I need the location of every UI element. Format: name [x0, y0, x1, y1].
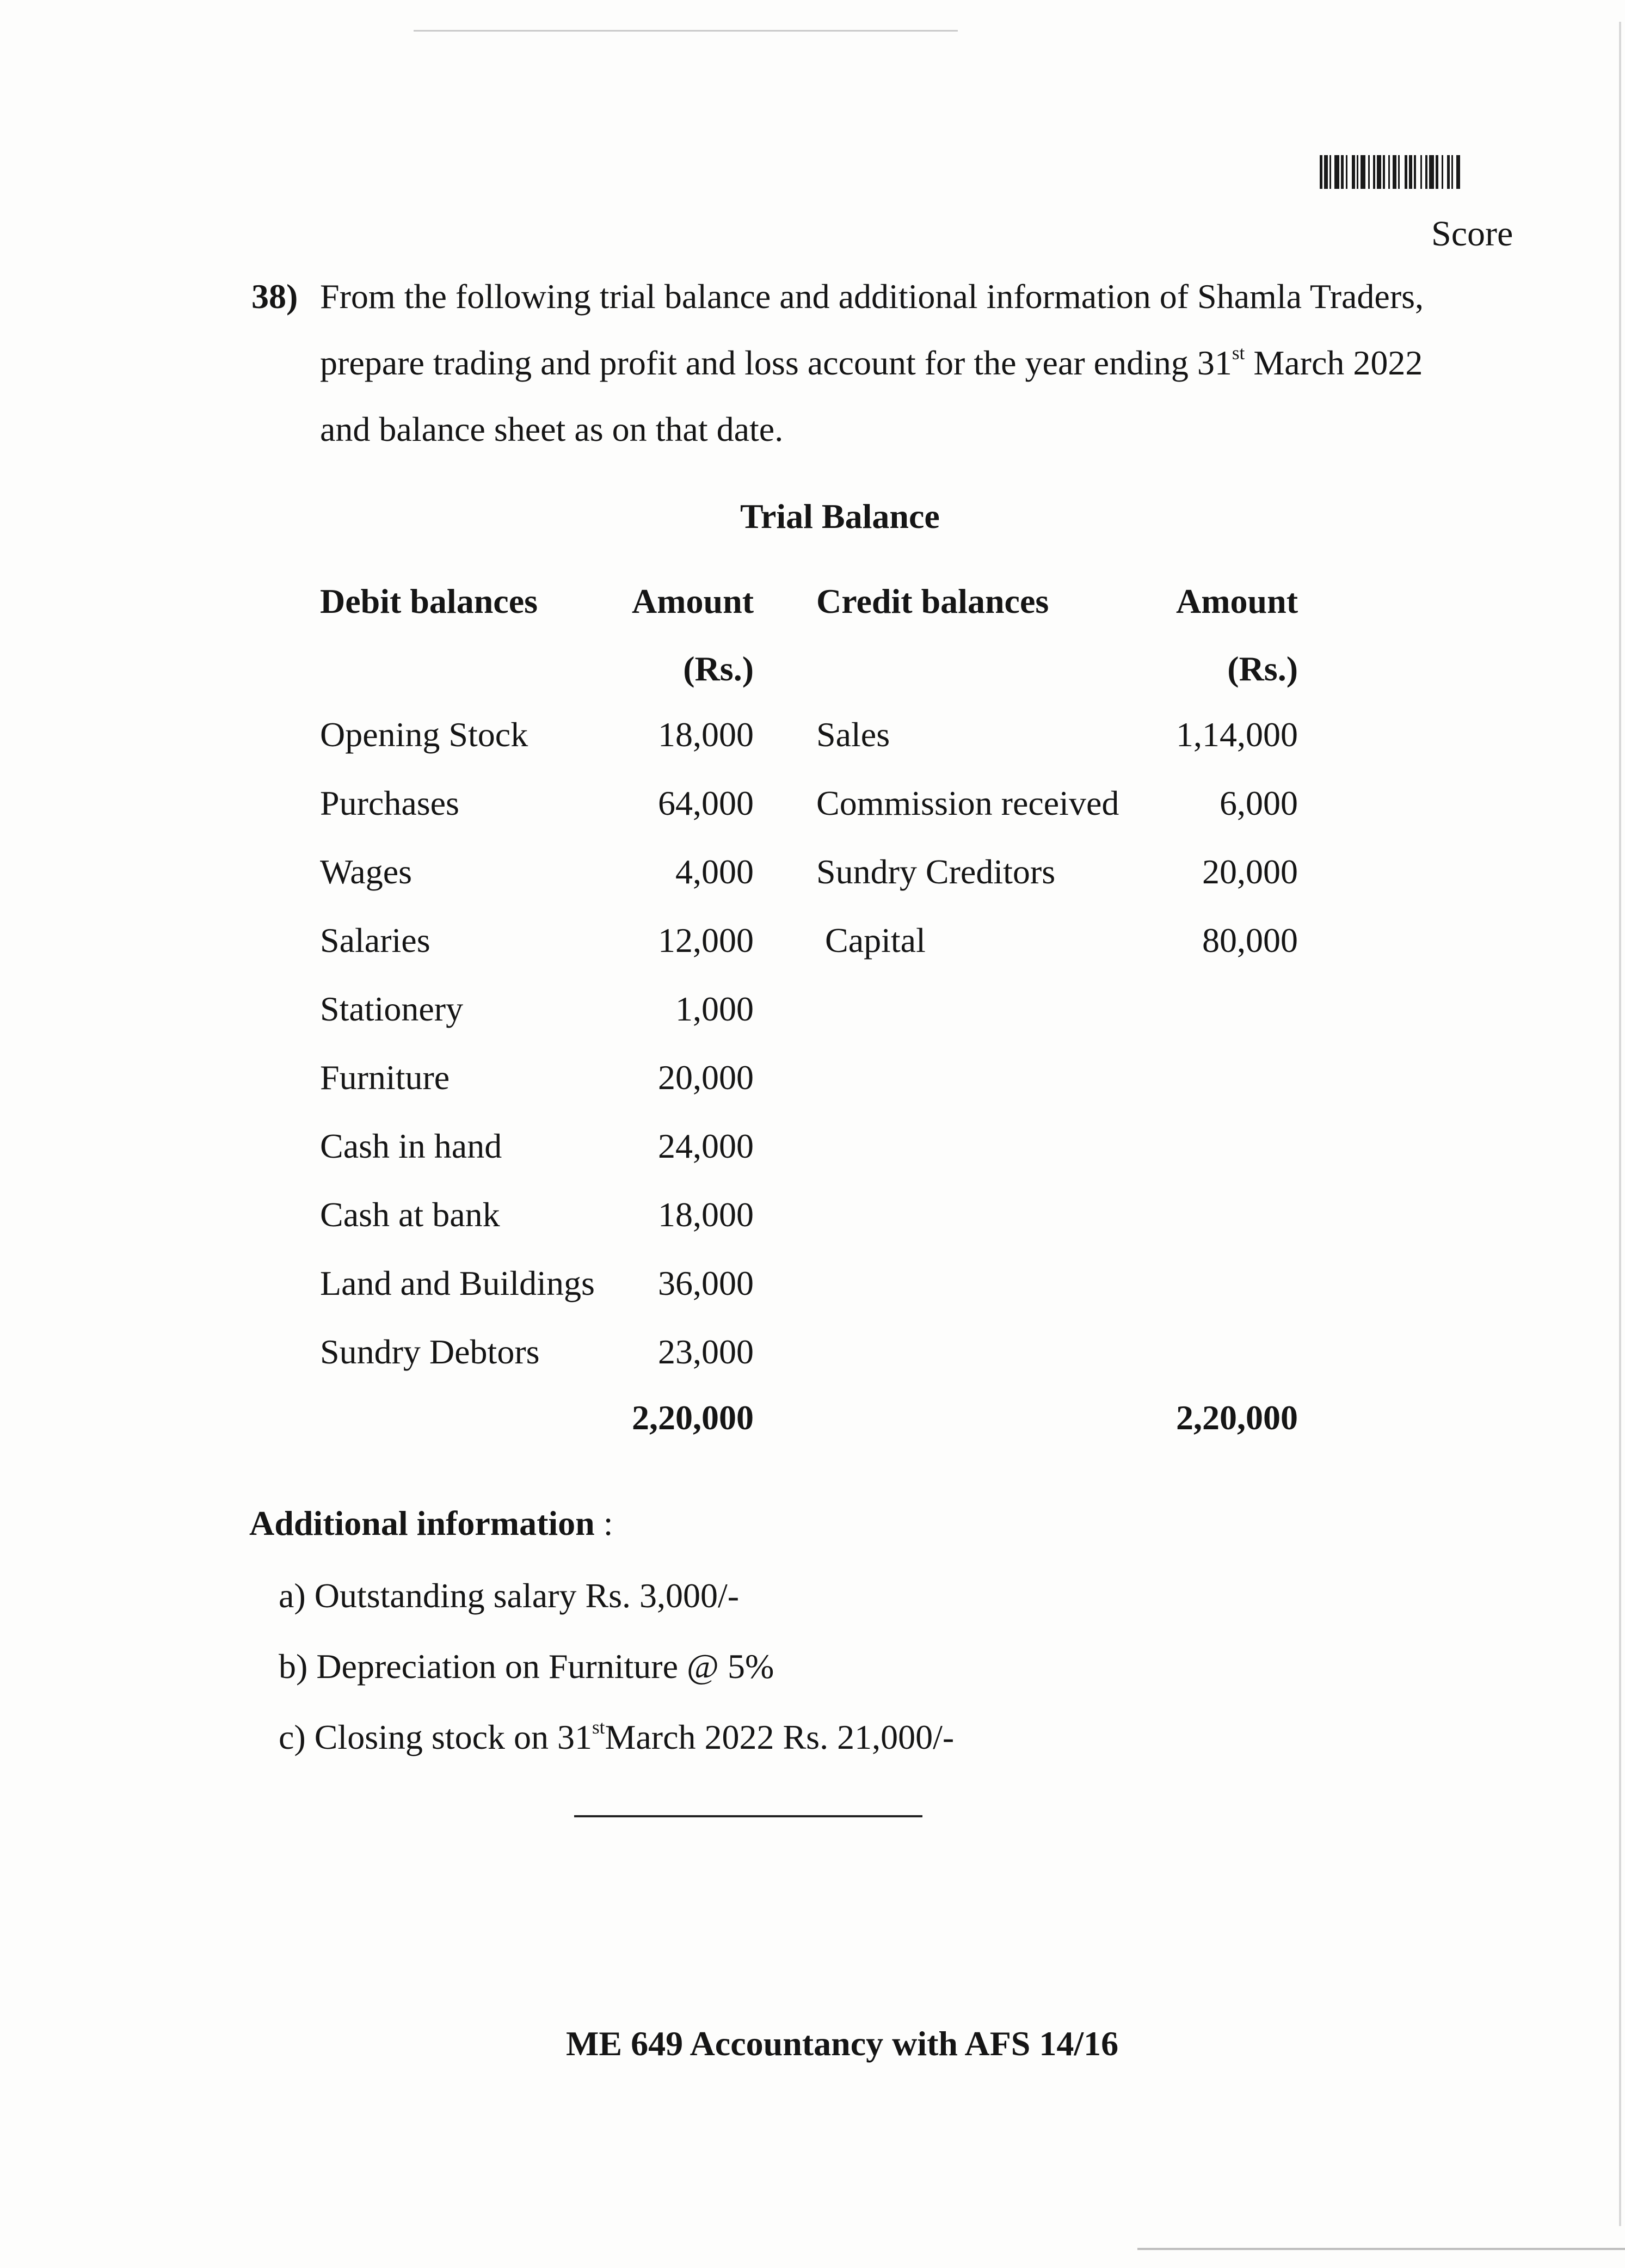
debit-row-name: Wages: [320, 852, 412, 891]
debit-row-name: Cash in hand: [320, 1127, 502, 1165]
debit-row-name: Salaries: [320, 921, 430, 960]
debit-row-amount: 20,000: [658, 1058, 754, 1097]
item-label: b): [279, 1647, 308, 1686]
trial-balance-title: Trial Balance: [740, 497, 940, 536]
debit-row-amount: 1,000: [675, 989, 754, 1028]
debit-row-amount: 23,000: [658, 1332, 754, 1371]
additional-item: [279, 1717, 954, 1757]
debit-row-name: Purchases: [320, 784, 459, 822]
credit-total: 2,20,000: [1176, 1398, 1298, 1437]
credit-row-name: Commission received: [816, 784, 1119, 822]
debit-row-amount: 24,000: [658, 1127, 754, 1165]
end-of-question-rule: [574, 1815, 922, 1817]
debit-row-name: Cash at bank: [320, 1195, 500, 1234]
item-text-tail: March 2022 Rs. 21,000/-: [605, 1718, 955, 1756]
debit-row-amount: 12,000: [658, 921, 754, 960]
credit-row-name: Capital: [825, 921, 926, 960]
credit-amount-header: Amount: [1175, 582, 1298, 620]
question-line-1: From the following trial balance and additional information of Shamla Traders,: [320, 277, 1424, 316]
item-label: a): [279, 1576, 306, 1615]
debit-row-name: Land and Buildings: [320, 1264, 595, 1302]
debit-row-name: Stationery: [320, 989, 464, 1028]
item-text: Depreciation on Furniture @ 5%: [316, 1647, 774, 1686]
credit-unit-header: (Rs.): [1227, 649, 1298, 688]
bottom-scan-rule: [1137, 2248, 1625, 2250]
credit-row-amount: 6,000: [1220, 784, 1298, 822]
debit-header: Debit balances: [320, 582, 538, 620]
ordinal-suffix: st: [592, 1716, 605, 1738]
debit-total: 2,20,000: [632, 1398, 754, 1437]
top-scan-rule: [414, 30, 958, 32]
question-line-2-tail: March 2022: [1245, 343, 1423, 382]
debit-unit-header: (Rs.): [683, 649, 754, 688]
question-line-2-text: prepare trading and profit and loss account for the year ending 31: [320, 343, 1232, 382]
page-footer: ME 649 Accountancy with AFS 14/16: [566, 2024, 1119, 2063]
item-text: Closing stock on 31: [314, 1718, 592, 1756]
additional-info-heading: [249, 1503, 613, 1544]
additional-info-title: Additional information: [249, 1504, 595, 1542]
debit-row-amount: 4,000: [675, 852, 754, 891]
debit-row-name: Sundry Debtors: [320, 1332, 540, 1371]
additional-item: [279, 1576, 739, 1616]
score-label: Score: [1431, 214, 1513, 254]
debit-row-name: Opening Stock: [320, 715, 528, 754]
debit-row-name: Furniture: [320, 1058, 450, 1097]
credit-header: Credit balances: [816, 582, 1049, 620]
item-label: c): [279, 1718, 306, 1756]
right-page-edge: [1619, 22, 1621, 2226]
additional-info-colon: :: [594, 1504, 613, 1542]
additional-item: [279, 1646, 774, 1687]
ordinal-suffix: st: [1232, 342, 1245, 364]
credit-row-amount: 1,14,000: [1176, 715, 1298, 754]
credit-row-amount: 20,000: [1202, 852, 1298, 891]
credit-row-name: Sundry Creditors: [816, 852, 1056, 891]
question-line-2: [320, 343, 1423, 383]
item-text: Outstanding salary Rs. 3,000/-: [314, 1576, 740, 1615]
debit-amount-header: Amount: [631, 582, 754, 620]
question-number: 38): [251, 277, 298, 316]
debit-row-amount: 64,000: [658, 784, 754, 822]
barcode-icon: [1320, 155, 1526, 189]
question-line-3: and balance sheet as on that date.: [320, 410, 784, 448]
debit-row-amount: 18,000: [658, 715, 754, 754]
debit-row-amount: 18,000: [658, 1195, 754, 1234]
credit-row-amount: 80,000: [1202, 921, 1298, 960]
debit-row-amount: 36,000: [658, 1264, 754, 1302]
credit-row-name: Sales: [816, 715, 890, 754]
